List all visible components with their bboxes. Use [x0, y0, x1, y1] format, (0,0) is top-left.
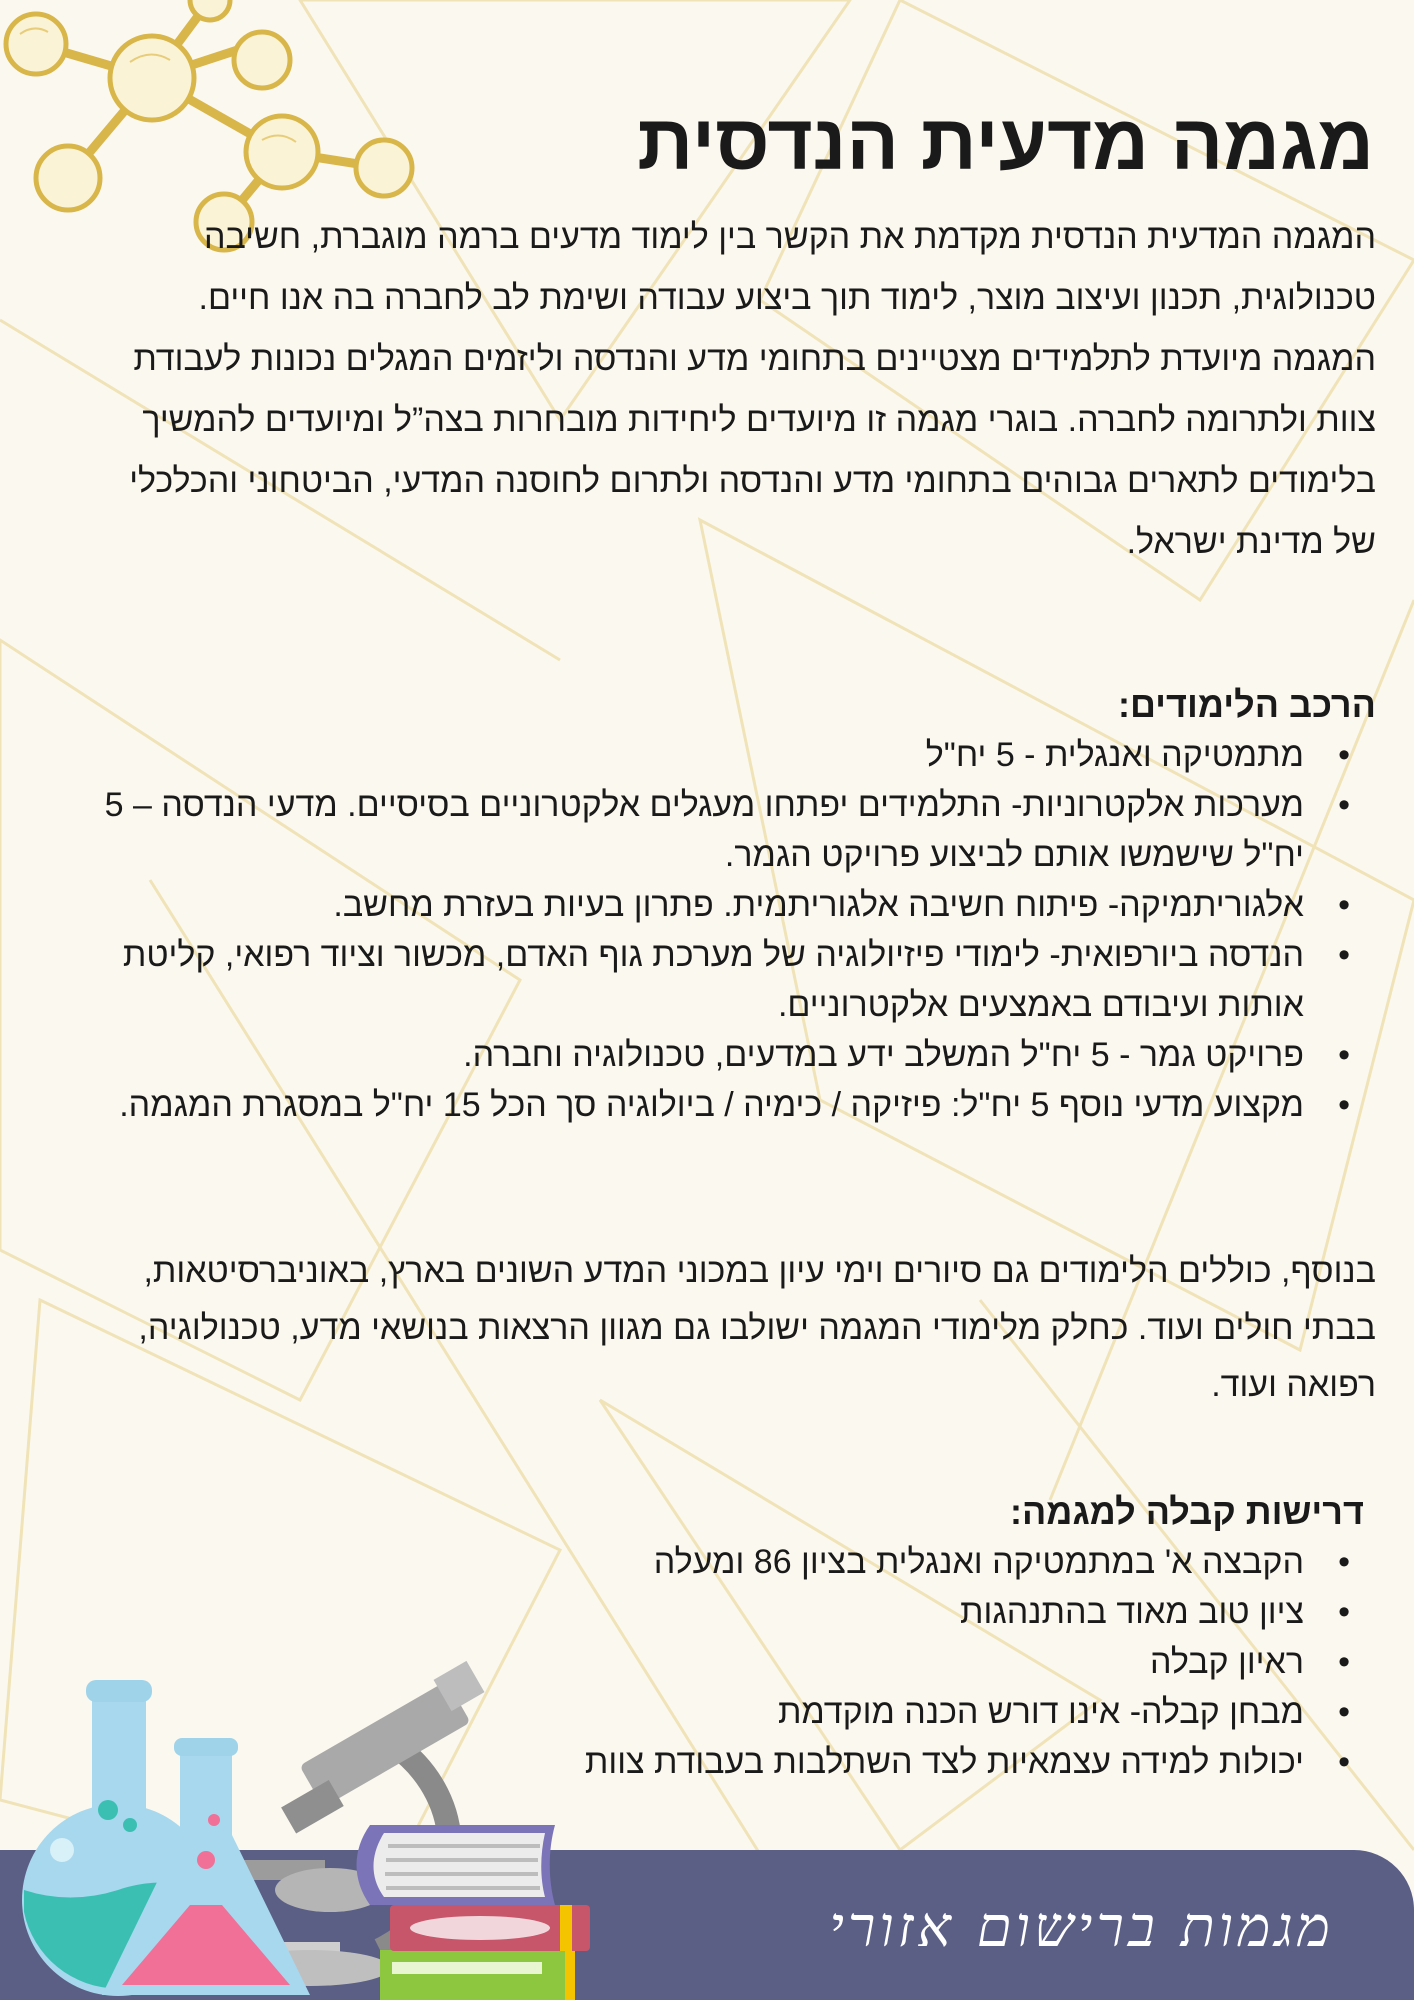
- studies-heading: הרכב הלימודים:: [1117, 684, 1376, 725]
- bullet-icon: •: [1338, 1086, 1350, 1124]
- extra-activities-paragraph: בנוסף, כוללים הלימודים גם סיורים וימי עיון במכוני המדע השונים בארץ, באוניברסיטאות, בבתי חולים ועוד. כחלק מלימודי המגמה ישולבו גם מגוון הרצאות בנושאי מדע, טכנולוגיה, רפואה ועוד.: [138, 1252, 1376, 1404]
- list-item: [364, 1537, 1364, 1587]
- bullet-icon: •: [1338, 1743, 1350, 1781]
- bullet-icon: •: [1338, 1036, 1350, 1074]
- list-item: [84, 730, 1364, 780]
- list-item: [364, 1587, 1364, 1637]
- intro-paragraph: המגמה המדעית הנדסית מקדמת את הקשר בין לימוד מדעים ברמה מוגברת, חשיבה טכנולוגית, תכנון ועיצוב מוצר, לימוד תוך ביצוע עבודה ושימת לב לחברה בה אנו חיים. המגמה מיועדת לתלמידים מצטיינים בתחומי מדע והנדסה וליזמים המגלים נכונות לעבודת צוות ולתרומה לחברה. בוגרי מגמה זו מיועדים ליחידות מובחרות בצה”ל ומיועדים להמשיך בלימודים לתארים גבוהים בתחומי מדע והנדסה ולתרום לחוסנה המדעי, הביטחוני והכלכלי של מדינת ישראל.: [129, 218, 1376, 561]
- bullet-icon: •: [1338, 736, 1350, 774]
- books-icon: [357, 1825, 591, 2000]
- list-item: [84, 1080, 1364, 1130]
- bullet-icon: •: [1338, 1593, 1350, 1631]
- list-item-text: הקבצה א' במתמטיקה ואנגלית בציון 86 ומעלה: [653, 1543, 1304, 1581]
- list-item-text: אלגוריתמיקה- פיתוח חשיבה אלגוריתמית. פתרון בעיות בעזרת מחשב.: [333, 886, 1304, 924]
- list-item: [84, 1030, 1364, 1080]
- bullet-icon: •: [1338, 1643, 1350, 1681]
- list-item-text: יכולות למידה עצמאיות לצד השתלבות בעבודת צוות: [584, 1743, 1304, 1781]
- bullet-icon: •: [1338, 886, 1350, 924]
- list-item-text: מבחן קבלה- אינו דורש הכנה מוקדמת: [777, 1693, 1304, 1731]
- list-item-text: מערכות אלקטרוניות- התלמידים יפתחו מעגלים אלקטרוניים בסיסיים. מדעי הנדסה – 5 יח"ל שישמשו אותם לביצוע פרויקט הגמר.: [104, 786, 1304, 874]
- bullet-icon: •: [1338, 1693, 1350, 1731]
- bullet-icon: •: [1338, 786, 1350, 824]
- list-item: [84, 780, 1364, 880]
- list-item-text: מתמטיקה ואנגלית - 5 יח"ל: [925, 736, 1304, 774]
- list-item: [84, 880, 1364, 930]
- footer-text: מגמות ברישום אזורי: [829, 1895, 1334, 1960]
- requirements-heading: דרישות קבלה למגמה:: [1009, 1491, 1364, 1532]
- bullet-icon: •: [1338, 1543, 1350, 1581]
- list-item-text: מקצוע מדעי נוסף 5 יח"ל: פיזיקה / כימיה / ביולוגיה סך הכל 15 יח"ל במסגרת המגמה.: [119, 1086, 1304, 1124]
- list-item-text: הנדסה ביורפואית- לימודי פיזיולוגיה של מערכת גוף האדם, מכשור וציוד רפואי, קליטת אותות ועיבודם באמצעים אלקטרוניים.: [122, 936, 1304, 1024]
- studies-list: [84, 730, 1364, 1130]
- bullet-icon: •: [1338, 936, 1350, 974]
- list-item: [84, 930, 1364, 1030]
- page-title: מגמה מדעית הנדסית: [637, 98, 1374, 186]
- list-item-text: ציון טוב מאוד בהתנהגות: [960, 1593, 1304, 1631]
- lab-illustration: [0, 1650, 620, 2000]
- list-item-text: ראיון קבלה: [1149, 1643, 1304, 1681]
- list-item-text: פרויקט גמר - 5 יח"ל המשלב ידע במדעים, טכנולוגיה וחברה.: [463, 1036, 1304, 1074]
